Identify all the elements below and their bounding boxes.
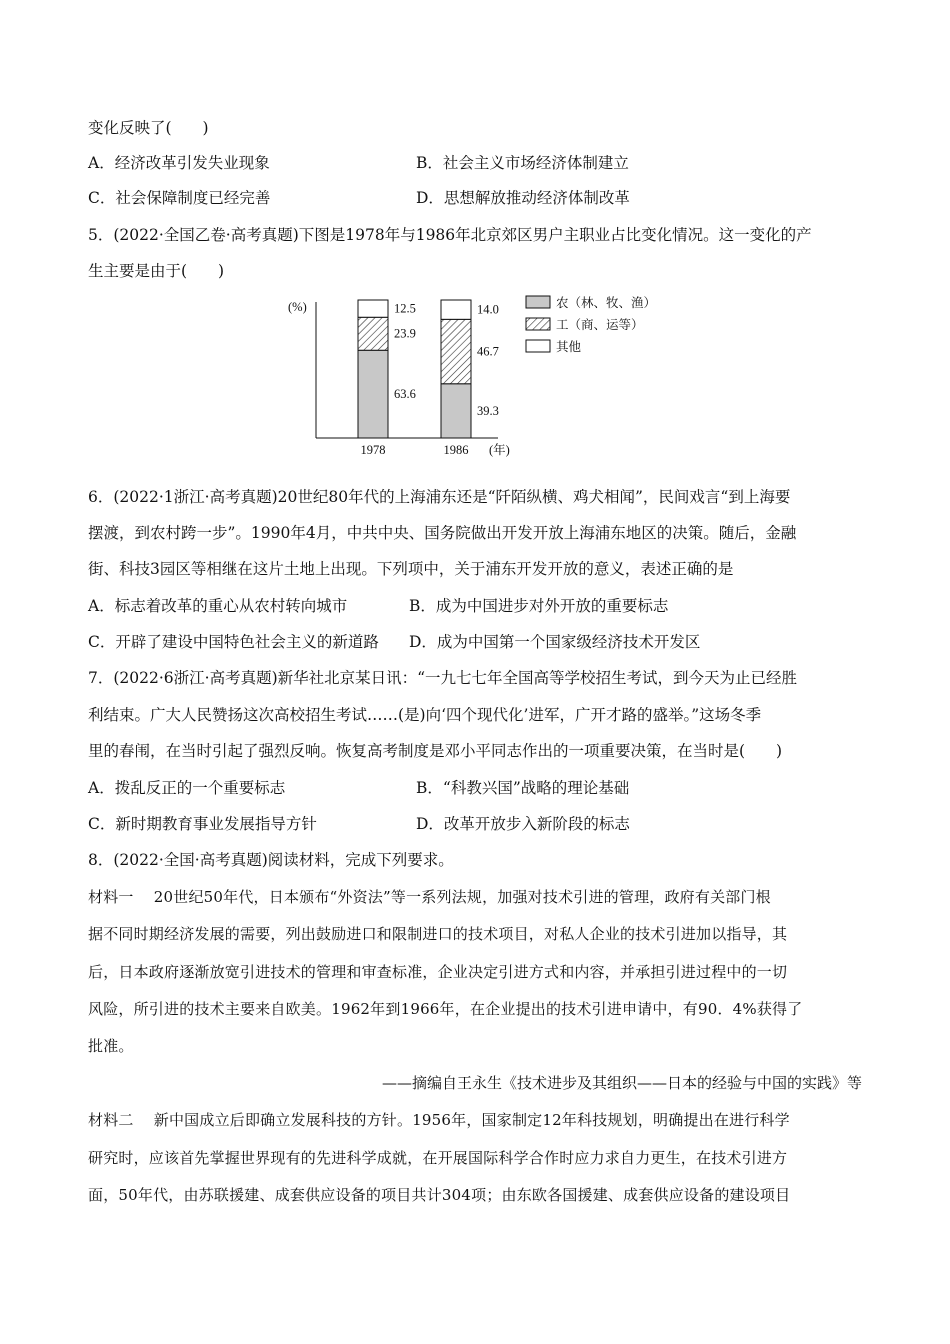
- legend-label-2: 其他: [556, 339, 582, 354]
- q6-stem-line3: 街、科技3园区等相继在这片土地上出现。下列项中，关于浦东开发开放的意义，表述正确的是: [88, 560, 734, 578]
- q4-stem-tail: 变化反映了( ): [88, 119, 209, 137]
- q8-material1-line3: 后，日本政府逐渐放宽引进技术的管理和审查标准，企业决定引进方式和内容，并承担引进过程中的一切: [88, 963, 788, 981]
- q7-option-b[interactable]: B．“科教兴国”战略的理论基础: [416, 779, 630, 797]
- chart-legend: [526, 295, 656, 354]
- q7-option-c[interactable]: C．新时期教育事业发展指导方针: [88, 815, 317, 833]
- q6-option-a[interactable]: A．标志着改革的重心从农村转向城市: [88, 597, 348, 615]
- legend-label-1: 工（商、运等）: [556, 317, 644, 332]
- q4-option-a[interactable]: A．经济改革引发失业现象: [88, 154, 270, 172]
- legend-swatch-0: [526, 296, 550, 308]
- chart-axes: [288, 300, 510, 457]
- q6-stem-line1: 6．(2022·1浙江·高考真题)20世纪80年代的上海浦东还是“阡陌纵横、鸡犬相闻”，民间戏言“到上海要: [88, 488, 791, 506]
- q6-stem-line2: 摆渡，到农村跨一步”。1990年4月，中共中央、国务院做出开发开放上海浦东地区的决策。随后，金融: [88, 524, 797, 542]
- bar-segment-1978-1: [358, 317, 388, 350]
- q8-material1-line1: 材料一 20世纪50年代，日本颁布“外资法”等一系列法规，加强对技术引进的管理，政府有关部门根: [88, 888, 771, 906]
- q8-material2-line1: 材料二 新中国成立后即确立发展科技的方针。1956年，国家制定12年科技规划，明确提出在进行科学: [88, 1111, 790, 1129]
- q5-stem-line2: 生主要是由于( ): [88, 262, 225, 280]
- q4-option-b[interactable]: B．社会主义市场经济体制建立: [416, 154, 629, 172]
- q8-material1-line5: 批准。: [88, 1037, 134, 1055]
- q7-stem-line3: 里的春闱，在当时引起了强烈反响。恢复高考制度是邓小平同志作出的一项重要决策，在当时是( ): [88, 742, 783, 760]
- q6-option-d[interactable]: D．成为中国第一个国家级经济技术开发区: [409, 633, 701, 651]
- value-label-1978-0: 63.6: [394, 387, 416, 402]
- bar-segment-1986-2: [441, 300, 471, 319]
- q7-option-a[interactable]: A．拨乱反正的一个重要标志: [88, 779, 286, 797]
- q4-option-c[interactable]: C．社会保障制度已经完善: [88, 189, 271, 207]
- x-axis-label: (年): [489, 443, 510, 457]
- q8-material1-line2: 据不同时期经济发展的需要，列出鼓励进口和限制进口的技术项目，对私人企业的技术引进加以指导，其: [88, 925, 788, 943]
- q8-stem: 8．(2022·全国·高考真题)阅读材料，完成下列要求。: [88, 851, 454, 869]
- category-label-1986: 1986: [443, 443, 469, 457]
- legend-label-0: 农（林、牧、渔）: [556, 295, 657, 310]
- q4-option-d[interactable]: D．思想解放推动经济体制改革: [416, 189, 630, 207]
- y-axis-label: (%): [288, 300, 307, 314]
- bar-segment-1986-0: [441, 384, 471, 438]
- q6-option-b[interactable]: B．成为中国进步对外开放的重要标志: [409, 597, 669, 615]
- q8-material2-line3: 面，50年代，由苏联援建、成套供应设备的项目共计304项；由东欧各国援建、成套供应设备的建设项目: [88, 1186, 791, 1204]
- bar-segment-1978-0: [358, 350, 388, 438]
- category-label-1978: 1978: [360, 443, 386, 457]
- value-label-1978-1: 23.9: [394, 326, 416, 341]
- stacked-bar-chart: [280, 292, 680, 467]
- q7-option-d[interactable]: D．改革开放步入新阶段的标志: [416, 815, 630, 833]
- q8-source1: ——摘编自王永生《技术进步及其组织——日本的经验与中国的实践》等: [381, 1074, 862, 1092]
- q7-stem-line2: 利结束。广大人民赞扬这次高校招生考试……(是)向‘四个现代化’进军，广开才路的盛举。”这场冬季: [88, 706, 762, 724]
- value-label-1986-2: 14.0: [477, 302, 499, 317]
- legend-swatch-2: [526, 340, 550, 352]
- value-label-1986-0: 39.3: [477, 403, 499, 418]
- value-label-1986-1: 46.7: [477, 344, 499, 359]
- q5-stem-line1: 5．(2022·全国乙卷·高考真题)下图是1978年与1986年北京郊区男户主职业占比变化情况。这一变化的产: [88, 226, 812, 244]
- bar-segment-1986-1: [441, 319, 471, 383]
- value-label-1978-2: 12.5: [394, 301, 416, 316]
- legend-swatch-1: [526, 318, 550, 330]
- q8-material1-line4: 风险，所引进的技术主要来自欧美。1962年到1966年，在企业提出的技术引进申请中，有90．4%获得了: [88, 1000, 803, 1018]
- q7-stem-line1: 7．(2022·6浙江·高考真题)新华社北京某日讯：“一九七七年全国高等学校招生考试，到今天为止已经胜: [88, 669, 798, 687]
- bar-segment-1978-2: [358, 300, 388, 317]
- q8-material2-line2: 研究时，应该首先掌握世界现有的先进科学成就，在开展国际科学合作时应力求自力更生，在技术引进方: [88, 1149, 788, 1167]
- q6-option-c[interactable]: C．开辟了建设中国特色社会主义的新道路: [88, 633, 379, 651]
- chart-bars: [358, 300, 499, 457]
